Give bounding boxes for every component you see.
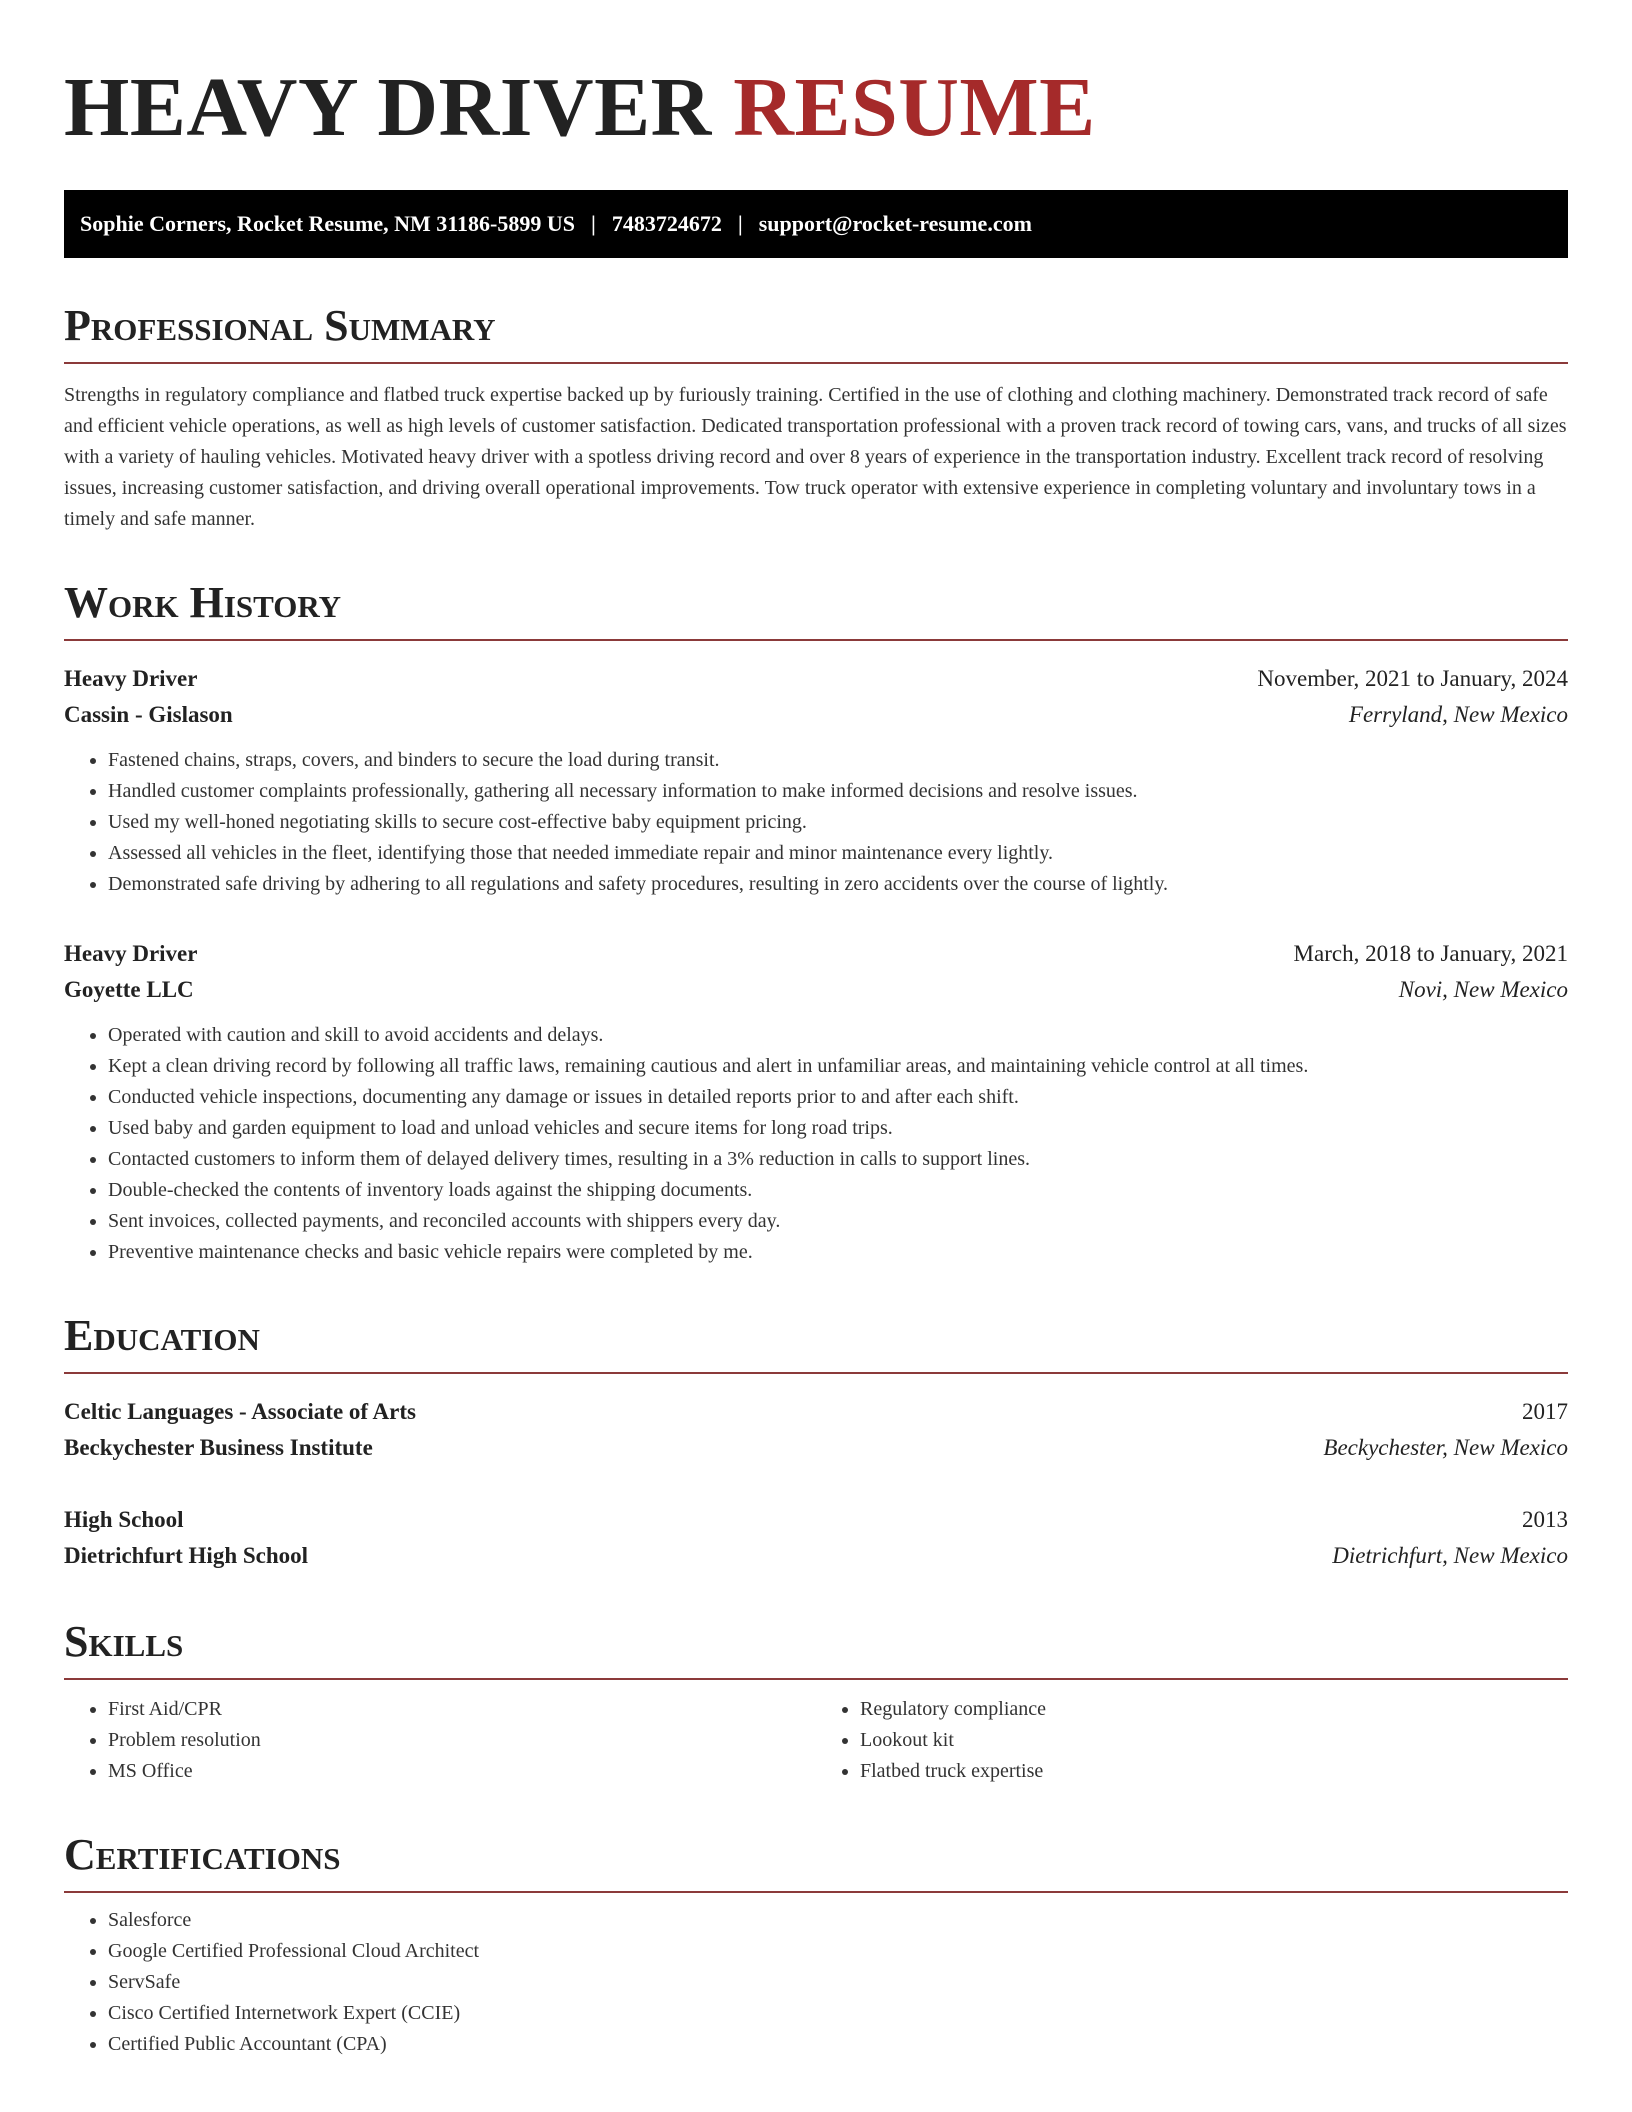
job-entry xyxy=(64,661,1568,900)
resume-title xyxy=(64,56,1568,154)
title-accent: RESUME xyxy=(733,61,1096,154)
certification-item: • ServSafe xyxy=(108,1967,1568,1998)
education-degree-row xyxy=(64,1502,1568,1538)
job-header-row xyxy=(64,936,1568,972)
education-degree-row xyxy=(64,1394,1568,1430)
education-school: Beckychester Business Institute xyxy=(64,1435,373,1460)
education-degree: High School xyxy=(64,1507,184,1532)
certifications-heading: Certifications xyxy=(64,1833,1568,1893)
contact-bar xyxy=(64,190,1568,258)
skill-item: • Lookout kit xyxy=(860,1725,1568,1756)
education-year: 2017 xyxy=(1522,1399,1568,1424)
contact-address: Sophie Corners, Rocket Resume, NM 31186-5899 US xyxy=(80,211,575,236)
education-entry xyxy=(64,1502,1568,1574)
certification-item: • Google Certified Professional Cloud Architect xyxy=(108,1936,1568,1967)
job-header-row xyxy=(64,661,1568,697)
education-location: Beckychester, New Mexico xyxy=(1323,1435,1568,1460)
skills-column-left xyxy=(64,1694,816,1787)
job-list xyxy=(64,661,1568,1268)
job-company-row xyxy=(64,697,1568,733)
contact-separator: | xyxy=(737,211,743,236)
summary-text: Strengths in regulatory compliance and flatbed truck expertise backed up by furiously training. Certified in the use of clothing and clothing machinery. Demonstrated track record of safe and efficient vehicle operations, as well as high levels of customer satisfaction. Dedicated transportation professional with a proven track record of towing cars, vans, and trucks of all sizes with a variety of hauling vehicles. Motivated heavy driver with a spotless driving record and over 8 years of experience in the transportation industry. Excellent track record of resolving issues, increasing customer satisfaction, and driving overall operational improvements. Tow truck operator with extensive experience in completing voluntary and involuntary tows in a timely and safe manner. xyxy=(64,384,1567,530)
job-dates: March, 2018 to January, 2021 xyxy=(1293,941,1568,966)
contact-email: support@rocket-resume.com xyxy=(758,211,1032,236)
skills-grid xyxy=(64,1694,1568,1787)
skill-item: • Flatbed truck expertise xyxy=(860,1756,1568,1787)
job-bullet: • Demonstrated safe driving by adhering to all regulations and safety procedures, resulting in zero accidents over the course of lightly. xyxy=(108,869,1568,900)
job-bullet: • Contacted customers to inform them of delayed delivery times, resulting in a 3% reduction in calls to support lines. xyxy=(108,1144,1568,1175)
job-bullet: • Sent invoices, collected payments, and reconciled accounts with shippers every day. xyxy=(108,1206,1568,1237)
skill-item: • Problem resolution xyxy=(108,1725,816,1756)
job-title: Heavy Driver xyxy=(64,666,198,691)
contact-phone: 7483724672 xyxy=(611,211,722,236)
job-bullet: • Handled customer complaints professionally, gathering all necessary information to make informed decisions and resolve issues. xyxy=(108,776,1568,807)
job-bullet: • Fastened chains, straps, covers, and binders to secure the load during transit. xyxy=(108,745,1568,776)
job-bullet: • Double-checked the contents of inventory loads against the shipping documents. xyxy=(108,1175,1568,1206)
job-bullet-list xyxy=(64,745,1568,900)
education-location: Dietrichfurt, New Mexico xyxy=(1332,1543,1568,1568)
job-bullet: • Kept a clean driving record by following all traffic laws, remaining cautious and alert in unfamiliar areas, and maintaining vehicle control at all times. xyxy=(108,1051,1568,1082)
job-title: Heavy Driver xyxy=(64,941,198,966)
certification-item: • Salesforce xyxy=(108,1905,1568,1936)
skills-column-right xyxy=(816,1694,1568,1787)
contact-separator: | xyxy=(590,211,596,236)
job-location: Novi, New Mexico xyxy=(1398,977,1568,1002)
job-bullet: • Conducted vehicle inspections, documenting any damage or issues in detailed reports prior to and after each shift. xyxy=(108,1082,1568,1113)
job-dates: November, 2021 to January, 2024 xyxy=(1257,666,1568,691)
skill-item: • Regulatory compliance xyxy=(860,1694,1568,1725)
job-company-row xyxy=(64,972,1568,1008)
job-company: Cassin - Gislason xyxy=(64,702,233,727)
job-bullet: • Operated with caution and skill to avoid accidents and delays. xyxy=(108,1020,1568,1051)
job-bullet-list xyxy=(64,1020,1568,1268)
education-section xyxy=(64,1311,1568,1574)
education-school-row xyxy=(64,1538,1568,1574)
job-bullet: • Used my well-honed negotiating skills to secure cost-effective baby equipment pricing. xyxy=(108,807,1568,838)
certifications-section xyxy=(64,1830,1568,2060)
skills-section xyxy=(64,1617,1568,1787)
summary-section xyxy=(64,301,1568,535)
job-bullet: • Preventive maintenance checks and basic vehicle repairs were completed by me. xyxy=(108,1237,1568,1268)
summary-heading: Professional Summary xyxy=(64,304,1568,364)
work-history-section xyxy=(64,578,1568,1268)
education-year: 2013 xyxy=(1522,1507,1568,1532)
education-school: Dietrichfurt High School xyxy=(64,1543,309,1568)
education-heading: Education xyxy=(64,1314,1568,1374)
job-company: Goyette LLC xyxy=(64,977,194,1002)
education-list xyxy=(64,1394,1568,1574)
job-bullet: • Assessed all vehicles in the fleet, identifying those that needed immediate repair and minor maintenance every lightly. xyxy=(108,838,1568,869)
education-school-row xyxy=(64,1430,1568,1466)
education-entry xyxy=(64,1394,1568,1466)
skills-heading: Skills xyxy=(64,1620,1568,1680)
title-main: HEAVY DRIVER xyxy=(64,61,712,154)
job-bullet: • Used baby and garden equipment to load and unload vehicles and secure items for long road trips. xyxy=(108,1113,1568,1144)
job-entry xyxy=(64,936,1568,1268)
skill-item: • First Aid/CPR xyxy=(108,1694,816,1725)
work-history-heading: Work History xyxy=(64,581,1568,641)
skill-item: • MS Office xyxy=(108,1756,816,1787)
certification-item: • Cisco Certified Internetwork Expert (CCIE) xyxy=(108,1998,1568,2029)
certification-item: • Certified Public Accountant (CPA) xyxy=(108,2029,1568,2060)
certification-list xyxy=(64,1905,1568,2060)
job-location: Ferryland, New Mexico xyxy=(1348,702,1568,727)
education-degree: Celtic Languages - Associate of Arts xyxy=(64,1399,416,1424)
